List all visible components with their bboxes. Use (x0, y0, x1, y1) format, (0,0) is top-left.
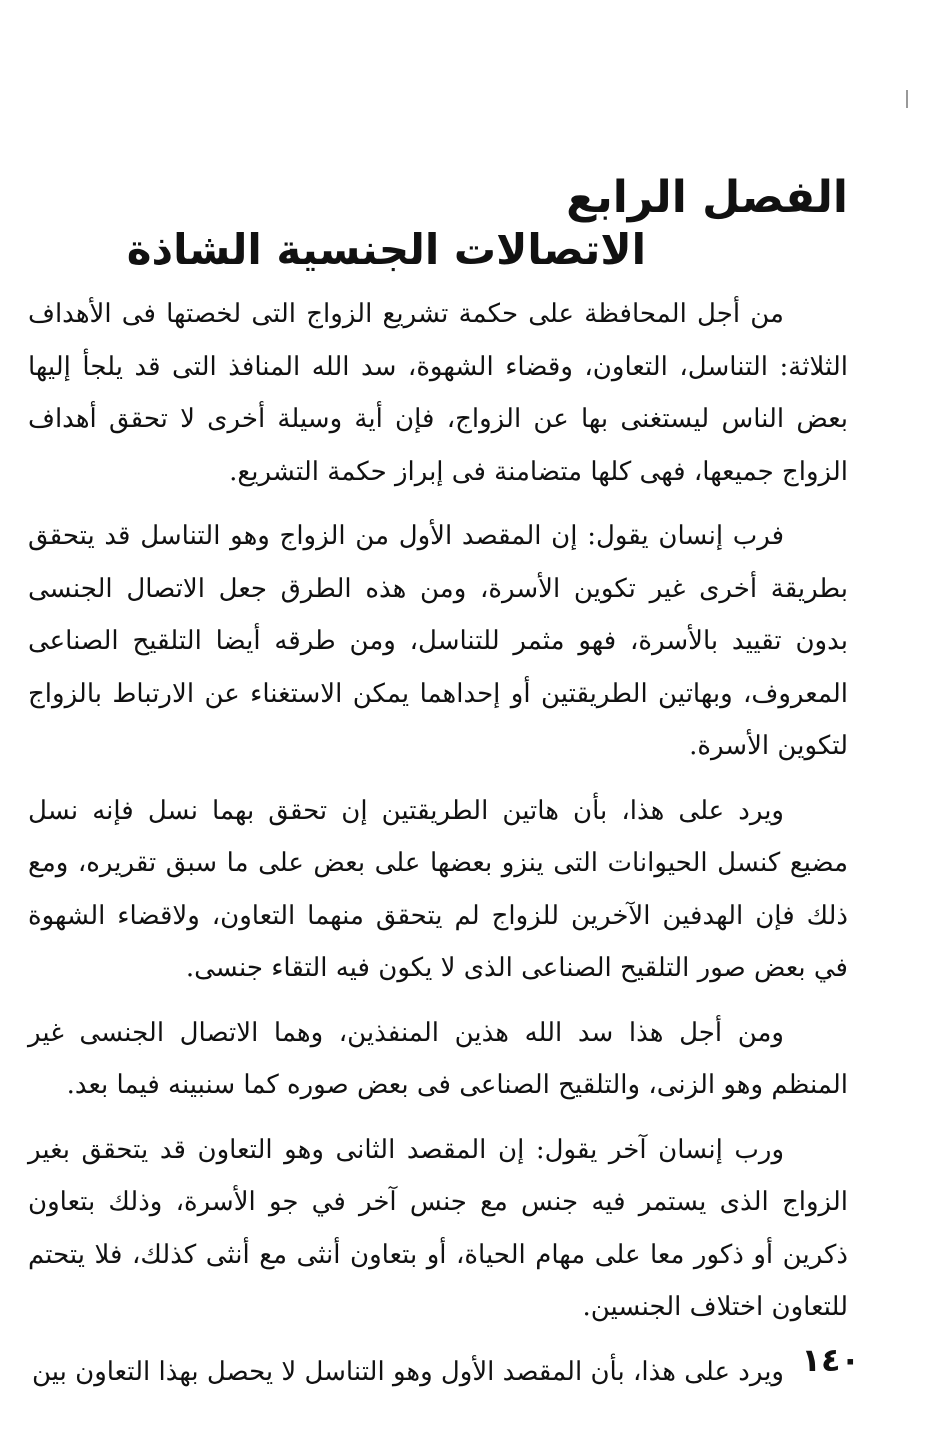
paragraph-3: ويرد على هذا، بأن هاتين الطريقتين إن تحقق بهما نسل فإنه نسل مضيع كنسل الحيوانات التى ينزو بعضها على بعض على ما سبق تقريره، ومع ذلك فإن الهدفين الآخرين للزواج لم يتحقق منهما التعاون، ولاقضاء الشهوة في بعض صور التلقيح الصناعى الذى لا يكون فيه التقاء جنسى. (28, 795, 848, 983)
paragraph-2: فرب إنسان يقول: إن المقصد الأول من الزواج وهو التناسل قد يتحقق بطريقة أخرى غير تكوين الأسرة، ومن هذه الطرق جعل الاتصال الجنسى بدون تقييد بالأسرة، فهو مثمر للتناسل، ومن طرقه أيضا التلقيح الصناعى المعروف، وبهاتين الطريقتين أو إحداهما يمكن الاستغناء عن الارتباط بالزواج لتكوين الأسرة. (28, 521, 848, 761)
paragraph-4: ومن أجل هذا سد الله هذين المنفذين، وهما الاتصال الجنسى غير المنظم وهو الزنى، والتلقيح الصناعى فى بعض صوره كما سنبينه فيما بعد. (28, 1017, 848, 1100)
body-text (28, 288, 848, 1410)
section-title: الاتصالات الجنسية الشاذة (126, 225, 646, 274)
paragraph-5: ورب إنسان آخر يقول: إن المقصد الثانى وهو التعاون قد يتحقق بغير الزواج الذى يستمر فيه جنس مع جنس آخر في جو الأسرة، وذلك بتعاون ذكرين أو ذكور معا على مهام الحياة، أو بتعاون أنثى مع أنثى كذلك، فلا يتحتم للتعاون اختلاف الجنسين. (28, 1134, 848, 1322)
chapter-title: الفصل الرابع (566, 172, 848, 223)
paragraph-1: من أجل المحافظة على حكمة تشريع الزواج التى لخصتها فى الأهداف الثلاثة: التناسل، التعاون، وقضاء الشهوة، سد الله المنافذ التى قد يلجأ إليها بعض الناس ليستغنى بها عن الزواج، فإن أية وسيلة أخرى لا تحقق أهداف الزواج جميعها، فهى كلها متضامنة فى إبراز حكمة التشريع. (28, 299, 848, 487)
scan-artifact (906, 90, 908, 108)
page-number: ١٤٠ (801, 1341, 860, 1379)
paragraph-6: ويرد على هذا، بأن المقصد الأول وهو التناسل لا يحصل بهذا التعاون بين (31, 1356, 784, 1387)
